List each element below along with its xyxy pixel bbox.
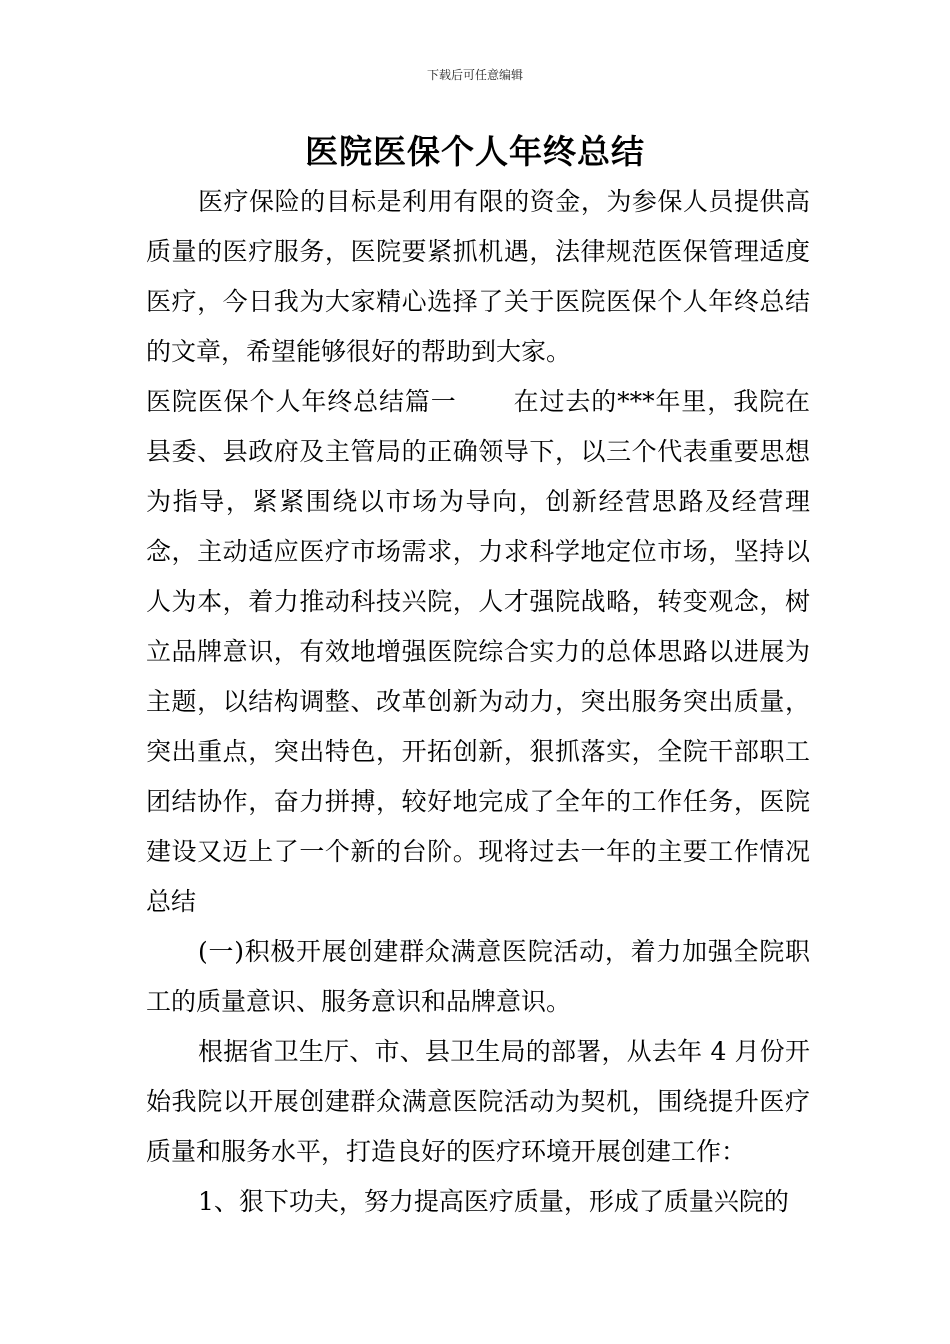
header-note: 下载后可任意编辑 xyxy=(426,68,523,82)
list-item: 1、狠下功夫，努力提高医疗质量，形成了质量兴院的 xyxy=(198,1187,789,1216)
section-heading: 医院医保个人年终总结篇一 xyxy=(146,387,457,416)
subsection-heading: (一)积极开展创建群众满意医院活动，着力加强全院职工的质量意识、服务意识和品牌意识。 xyxy=(146,937,810,1016)
intro-paragraph: 医疗保险的目标是利用有限的资金，为参保人员提供高质量的医疗服务，医院要紧抓机遇，法律规范医保管理适度医疗，今日我为大家精心选择了关于医院医保个人年终总结的文章，希望能够很好的帮助到大家。 xyxy=(146,187,810,366)
document-title: 医院医保个人年终总结 xyxy=(305,132,645,171)
section-paragraph xyxy=(146,377,810,927)
section-body: 在过去的***年里，我院在县委、县政府及主管局的正确领导下，以三个代表重要思想为指导，紧紧围绕以市场为导向，创新经营思路及经营理念，主动适应医疗市场需求，力求科学地定位市场，坚持以人为本，着力推动科技兴院，人才强院战略，转变观念，树立品牌意识，有效地增强医院综合实力的总体思路以进展为主题，以结构调整、改革创新为动力，突出服务突出质量，突出重点，突出特色，开拓创新，狠抓落实，全院干部职工团结协作，奋力拼搏，较好地完成了全年的工作任务，医院建设又迈上了一个新的台阶。现将过去一年的主要工作情况总结 xyxy=(146,387,810,916)
plan-paragraph: 根据省卫生厅、市、县卫生局的部署，从去年 4 月份开始我院以开展创建群众满意医院活动为契机，围绕提升医疗质量和服务水平，打造良好的医疗环境开展创建工作： xyxy=(146,1037,810,1166)
